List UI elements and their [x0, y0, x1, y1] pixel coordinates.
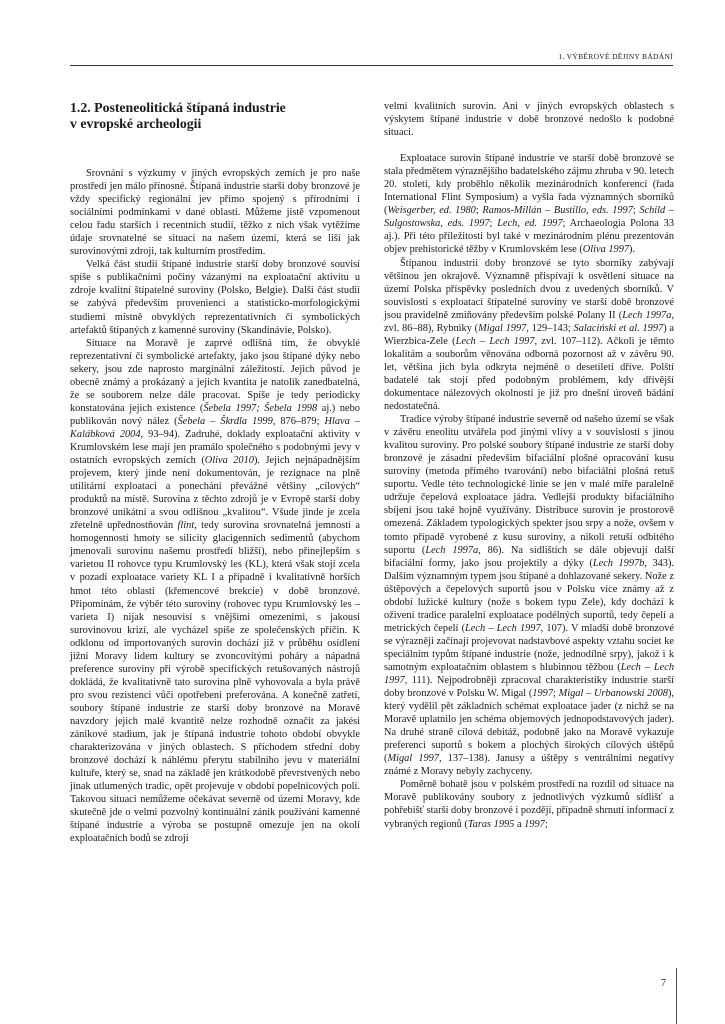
- left-column: [70, 100, 360, 845]
- text: , 93–94). Zadruhé, doklady exploatační aktivity v Krumlovském lese mají jen pramálo společného s podobnými jevy v ostatních evropských zemích (: [70, 428, 360, 467]
- citation: Salaciński et al. 1997: [573, 322, 664, 334]
- text: Tradice výroby štípané industrie severně od našeho území se však v závěru eneolitu utvářela pod jinými vlivy a v souvislosti s jinou kvalitou suroviny. Pro polské soubory štípané industrie ze starší doby bronzové je zásadní především bifaciální plošné opracování kusu suroviny (metoda přímého tvarování) nebo bifaciální plošná retuš suportu. Vedle této technologické linie se jen v malé míře paralelně udržuje čepelová exploatace jádra. Vedlejší produkty bifaciálního sbíjení jsou také hojně využívány. Distribuce surovin je prostorově omezená. Základem typologických spekter jsou srpy a nože, ovšem v tomto případě vyrobené z kusu suroviny, a nikoli retuší odbitého suportu (: [384, 414, 674, 556]
- text: Srovnání s výzkumy v jiných evropských zemích je pro naše prostředí jen málo přínosné. Štípaná industrie starší doby bronzové je vždy specifický regionální jev přímo spojený s přírodními i sociálními podmínkami v dané oblasti. Můžeme jistě vzpomenout celou řadu starších i recentních studií, těžko z nich však vytěžíme údaje srovnatelné se situací na našem území, která se liší jak surovinovými zdroji, tak kulturním prostředím.: [70, 168, 360, 258]
- text: , tedy surovina srovnatelná jemností a homogenností hmoty se silicity glacigenních sedimentů (abychom jmenovali surovinu našemu prostředí bližší), nebo přinejlepším s varietou II rohovce typu Krumlovský les (KL), která však stojí zcela v pozadí exploatace variety KL I a případně i kvalitativně horších hmot této oblasti (křemencové brekcie) v době bronzové. Připomínám, že výběr této suroviny (rohovec typu Krumlovský les – varieta I) nijak nesouvisí s vnějšími omezeními, s jakousi surovinovou krizí, ale vycházel spíše ze společenských příčin. K odklonu od importovaných surovin dochází již v průběhu osídlení jižní Moravy lidem kultury se zvoncovitými poháry a nápadná preference suroviny při výrobě specifických retušovaných nástrojů dokládá, že kvalitativně tato surovina plně vyhovovala a byla právě pro svou rezistenci vůči opotřebení preferována. A konečně zatřetí, soubory štípané industrie ze starší doby bronzové na Moravě navzdory jejich malé kvantitě nelze rozhodně označit za jakési zánikové stadium, jak je štípaná industrie tohoto období obvykle charakterizována v jiných oblastech. S příchodem střední doby bronzové dochází k náhlému přerytu stabilního jevu v materiální kultuře, který se, snad na základě jen krátkodobě převrstvených nebo jinak utlumených tradic, opět projevuje v období popelnicových polí. Takovou situaci nemůžeme očekávat severně od území Moravy, kde skutečně jde o velmi pozvolný kontinuální zánik používání kamenné štípané industrie a výroba se postupně omezuje jen na okolí exploatačních bodů se zdrojí: [70, 520, 360, 845]
- text: ;: [552, 688, 559, 700]
- citation: Migal 1997: [478, 322, 527, 334]
- text: ;: [475, 205, 483, 217]
- section-title-line2: v evropské archeologii: [70, 116, 202, 131]
- text: ). Jejich nejnápadnějším projevem, který jinde není dokumentován, je rezignace na plně utilitární exploataci a ponechání převážné většiny „cílových“ produktů na místě. Surovina z těchto zdrojů je v Evropě starší doby bronzové unikátní a svou odlišnou „kvalitou“. Všude jinde je zcela zřetelně upřednostňován: [70, 455, 360, 532]
- text: , 86). Na sídlištích se dále objevují další bifaciální formy, jako jsou projektily a dýky (: [384, 544, 674, 569]
- citation: Lech – Lech 1997: [384, 661, 674, 687]
- page-number: 7: [661, 978, 666, 989]
- citation: Migal – Urbanowski 2008: [558, 688, 668, 700]
- paragraph: [384, 100, 674, 139]
- citation: Šebela 1997; Šebela 1998: [203, 402, 318, 414]
- text: , 876–879;: [272, 415, 325, 427]
- italic-term: flint: [177, 520, 195, 532]
- section-title: [70, 100, 360, 132]
- citation: Oliva 2010: [204, 455, 254, 467]
- text: , 107). V mladší době bronzové se výrazněji začínají projevovat nadstavbové aspekty vztahu societ ke speciálním typům štípané industrie (nože, jednodílné srpy), jakož i k samotným exploatačním oblastem s hlubinnou těžbou (: [384, 622, 674, 673]
- paragraph: [70, 258, 360, 336]
- text: ;: [544, 818, 548, 830]
- text: , 111). Nejpodrobněji zpracoval charakteristiky industrie starší doby bronzové v Polsku W. Migal (: [384, 675, 674, 700]
- paragraph: [384, 152, 674, 256]
- paragraph: [70, 337, 360, 846]
- footer-rule: [676, 968, 677, 1024]
- paragraph: [384, 778, 674, 830]
- citation: Lech – Lech 1997: [465, 622, 541, 634]
- running-head: 1. VÝBĚROVÉ DĚJINY BÁDÁNÍ: [558, 52, 673, 61]
- citation: Ramos-Millán – Bustillo, eds. 1997: [482, 205, 633, 217]
- right-column: [384, 100, 674, 831]
- citation: Lech 1997b: [592, 557, 645, 569]
- text: ;: [632, 205, 640, 217]
- citation: 1997: [532, 688, 553, 700]
- text: Situace na Moravě je zaprvé odlišná tím, že obvyklé reprezentativní či symbolické artefakty, jako jsou štípané dýky nebo sekery, jsou zde naprosto marginální záležitostí. Jejich původ je obecně známý a prokázaný a jejich kvantita je natolik zanedbatelná, že se souborem nelze dále pracovat. Spíše je tedy periodicky konstatována jejich existence (: [70, 337, 360, 414]
- citation: Migal 1997: [387, 753, 440, 765]
- text: ;: [489, 218, 498, 230]
- text: , 137–138). Janusy a úštěpy s ventrálními negativy známé z Moravy nebyly zachyceny.: [384, 753, 674, 778]
- paragraph: [384, 257, 674, 414]
- header-rule: [70, 65, 673, 66]
- text: ).: [629, 244, 636, 256]
- citation: Taras 1995: [467, 818, 515, 830]
- citation: Lech – Lech 1997: [455, 335, 535, 347]
- text: Velká část studií štípané industrie starší doby bronzové souvisí spíše s publikačními počiny vázanými na exploatační aktivitu u zdroje kvalitní štípatelné suroviny (Polsko, Belgie). Další část studií se zabývá především provenienci a statisticko-morfologickými studiemi místně obvyklých reprezentativních či symbolických artefaktů štípaných z kamenné suroviny (Skandinávie, Polsko).: [70, 259, 360, 336]
- text: a: [514, 818, 525, 830]
- paragraph: [70, 167, 360, 258]
- paragraph-gap: [384, 139, 674, 152]
- text: ; Archaeologia Polona 33 aj.). Při této příležitosti byl také v mezinárodním plénu prezentován objev prehistorické těžby v Krumlovském lese (: [384, 218, 674, 256]
- text: aj.) nebo publikován nový nález (: [70, 402, 360, 427]
- citation: Lech, ed. 1997: [497, 218, 563, 230]
- text: ) a Wierzbica-Zele (: [384, 322, 675, 347]
- text: , zvl. 86–88), Rybniky (: [384, 309, 674, 334]
- section-title-line1: 1.2. Posteneolitická štípaná industrie: [70, 100, 286, 115]
- citation: Schild – Sulgostowska, eds. 1997: [384, 205, 674, 230]
- text: Štípanou industrii doby bronzové se tyto sborníky zabývají většinou jen okrajově. Významně přispívají k osvětlení situace na území Polska příspěvky posledních dvou z uvedených sborníků. V souvislosti s exploatací štípatelné suroviny ve starší době bronzové jsou pravidelně zmiňovány především polské Polany II (: [384, 257, 674, 321]
- citation: Lech 1997a: [425, 544, 479, 556]
- citation: Hlava – Kalábková 2004: [70, 415, 360, 440]
- text: ), který vydělil pět základních schémat exploatace jader (z nichž se na Moravě uplatnilo jen schéma objemových jednopodstavových jader). Na druhé straně cílová debitáž, podobně jako na Moravě vykazuje preferenci suportů s bokem a plochých širokých cílových úštěpů (: [384, 688, 674, 765]
- paragraph: [384, 413, 674, 778]
- citation: 1997: [524, 818, 545, 830]
- citation: Šebela – Škrdla 1999: [177, 415, 273, 427]
- text: Exploatace surovin štípané industrie ve starší době bronzové se stala předmětem výraznějšího badatelského zájmu zhruba v 90. letech 20. století, kdy proběhlo několik mezinárodních konferencí (řada International Flint Symposium) a vyšla řada významných sborníků (: [384, 153, 674, 217]
- text: Poměrně bohatě jsou v polském prostředí na rozdíl od situace na Moravě publikovány soubory z jednotlivých výzkumů sídlišť a pohřebišť starší doby bronzové i později, případně shrnutí informací z vybraných regionů (: [384, 779, 674, 830]
- citation: Lech 1997a: [622, 309, 672, 321]
- text: velmi kvalitních surovin. Ani v jiných evropských oblastech s výskytem štípané industrie v době bronzové nedošlo k podobné situaci.: [384, 101, 674, 139]
- citation: Weisgerber, ed. 1980: [387, 205, 476, 217]
- text: , zvl. 107–112). Ačkoli je těmto lokalitám a souborům věnována odborná pozornost až v závěru 90. let, většina jich byla odkryta nejméně o desetiletí dříve. Polští badatelé tak stojí před podobným problémem, kdy dřívější dokumentace nálezových okolností je již pro dnešní úroveň bádání nedostatečná.: [384, 335, 674, 413]
- citation: Oliva 1997: [582, 244, 630, 256]
- text: , 129–143;: [526, 322, 574, 334]
- text: , 343). Dalším významným typem jsou štípané a dohlazované sekery. Nože z úštěpových a čepelových suportů jsou v Polsku více známy až z období lužické kultury (nože s bokem typu Zele), kdy dochází k oživení tradice paralelní exploatace podélných suportů, tedy čepelí a metrických čepelí (: [384, 557, 674, 634]
